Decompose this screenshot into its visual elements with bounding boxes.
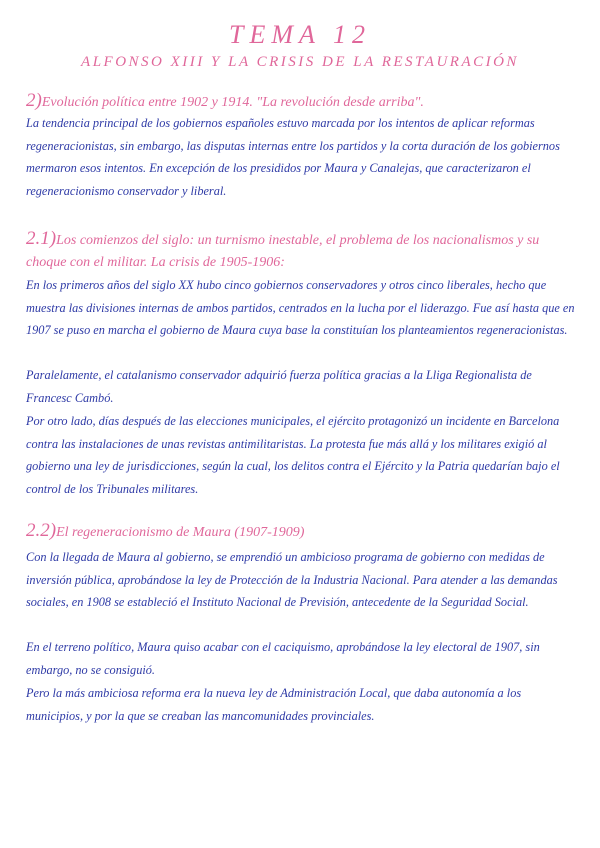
page-subtitle: ALFONSO XIII Y LA CRISIS DE LA RESTAURACIÓN (81, 54, 519, 70)
section-number: 2.1) (26, 228, 57, 249)
section-title: Evolución política entre 1902 y 1914. "La revolución desde arriba". (41, 95, 424, 110)
section-title: El regeneracionismo de Maura (1907-1909) (56, 525, 305, 540)
section-number: 2.2) (26, 520, 57, 541)
section-heading-2-2 (26, 520, 582, 544)
section-heading-2-1 (26, 228, 582, 274)
paragraph: En el terreno político, Maura quiso acabar con el caciquismo, aprobándose la ley electoral de 1907, sin embargo, no se consiguió. (26, 640, 540, 677)
paragraph: En los primeros años del siglo XX hubo cinco gobiernos conservadores y otros cinco liberales, hecho que muestra las divisiones internas de ambos partidos, centrados en la lucha por el liderazgo. Fue así hasta que en 1907 se puso en marcha el gobierno de Maura cuya base la constituían los planteamientos regeneracionistas. (26, 278, 575, 337)
paragraph: La tendencia principal de los gobiernos españoles estuvo marcada por los intentos de aplicar reformas regeneracionistas, sin embargo, las disputas internas entre los partidos y la corta duración de los gobiernos mermaron esos intentos. En excepción de los presididos por Maura y Canalejas, que caracterizaron el regeneracionismo conservador y liberal. (26, 116, 560, 198)
page-title: TEMA 12 (229, 20, 371, 49)
paragraph: Con la llegada de Maura al gobierno, se emprendió un ambicioso programa de gobierno con medidas de inversión pública, aprobándose la ley de Protección de la Industria Nacional. Para atender a las demandas sociales, en 1908 se estableció el Instituto Nacional de Previsión, antecedente de la Seguridad Social. (26, 550, 558, 609)
paragraph: Paralelamente, el catalanismo conservador adquirió fuerza política gracias a la Lliga Regionalista de Francesc Cambó. (26, 368, 532, 405)
paragraph: Por otro lado, días después de las elecciones municipales, el ejército protagonizó un incidente en Barcelona contra las instalaciones de unas revistas antimilitaristas. La protesta fue más allá y los militares exigió al gobierno una ley de jurisdicciones, según la cual, los delitos contra el Ejército y la Patria quedarían bajo el control de los Tribunales militares. (26, 414, 560, 496)
section-title: Los comienzos del siglo: un turnismo inestable, el problema de los nacionalismos y su choque con el militar. La crisis de 1905-1906: (26, 233, 540, 270)
paragraph: Pero la más ambiciosa reforma era la nueva ley de Administración Local, que daba autonomía a los municipios, y por la que se creaban las mancomunidades provinciales. (26, 686, 522, 723)
section-heading-2 (26, 90, 582, 114)
section-number: 2) (26, 90, 42, 111)
